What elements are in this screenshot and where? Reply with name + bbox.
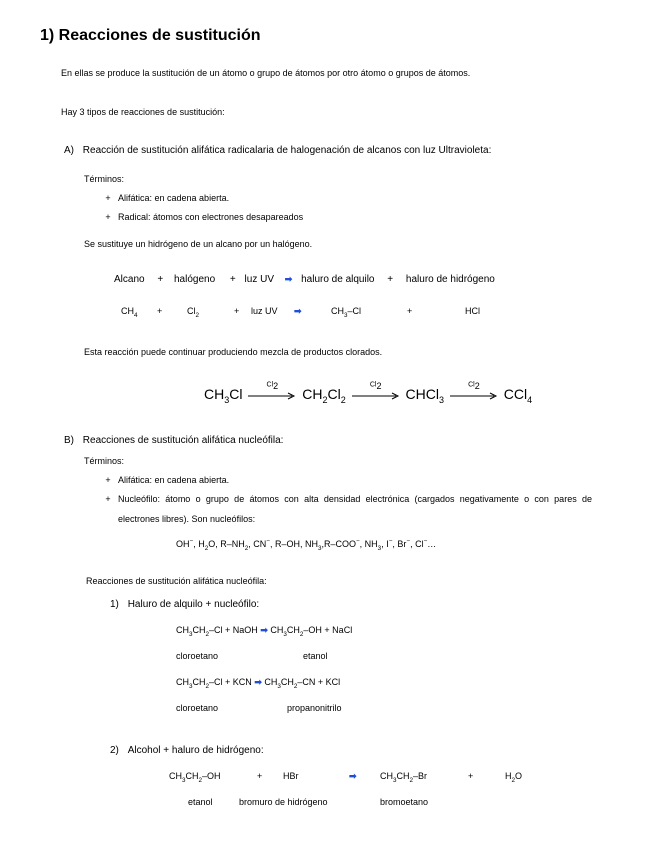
luzuv-formula: luz UV <box>251 306 278 316</box>
hbr-formula: HBr <box>283 771 299 781</box>
plus-sign: + <box>407 306 413 316</box>
terms-label-b: Términos: <box>84 456 125 466</box>
label-cloroetano: cloroetano <box>176 703 219 713</box>
cl2-formula: $Cl_2$ <box>187 306 200 319</box>
arrow-icon: ➡ <box>284 274 293 284</box>
label-bromuro-hidrogeno: bromuro de hidrógeno <box>239 797 328 807</box>
haluro-hidrogeno-word: haluro de hidrógeno <box>405 274 495 285</box>
item2-heading: 2) Alcohol + haluro de hidrógeno: <box>110 745 264 756</box>
bullet-nucleophile: + Nucleófilo: átomo o grupo de átomos con alta densidad electrónica (cargados negativamente o con pares de electrones libres). Son nucleófilos: <box>98 489 592 529</box>
bullet-marker: + <box>105 494 111 504</box>
plus-sign: + <box>468 771 474 781</box>
bullet-radical: + Radical: átomos con electrones desapareados <box>98 212 303 222</box>
hcl-formula: HCl <box>465 306 480 316</box>
nucleophile-list: OH−, $H_2O$, $R-NH_2$, CN−, R–OH, $NH_3,R-COO^-$, $NH_3$, I−, Br−, Cl−… <box>176 538 437 552</box>
label-propanonitrilo: propanonitrilo <box>287 703 342 713</box>
label-bromoetano: bromoetano <box>380 797 429 807</box>
section-b-marker: B) <box>64 435 74 446</box>
ch4-formula: $CH_4$ <box>121 306 138 319</box>
substitution-text: Se sustituye un hidrógeno de un alcano por un halógeno. <box>84 239 313 249</box>
halogeno-word: halógeno <box>173 274 216 285</box>
label-etanol: etanol <box>188 797 213 807</box>
reaction-naoh: $CH_3CH_2-Cl$ + NaOH ➡ $CH_3CH_2-OH$ + NaCl <box>176 625 353 638</box>
chcl3: CHCl$_3$ <box>405 386 445 405</box>
intro-text: En ellas se produce la sustitución de un átomo o grupo de átomos por otro átomo o grupos de átomos. <box>61 68 471 78</box>
haluro-alquilo-word: haluro de alquilo <box>301 274 375 285</box>
continuation-text: Esta reacción puede continuar produciendo mezcla de productos clorados. <box>84 347 383 357</box>
reaction-kcn: $CH_3CH_2-Cl$ + KCN ➡ $CH_3CH_2-CN$ + KCl <box>176 677 341 690</box>
label-cloroetano: cloroetano <box>176 651 219 661</box>
plus-sign: + <box>234 306 240 316</box>
ch3cl-formula: $CH_3-Cl$ <box>331 306 362 319</box>
section-a-title: Reacción de sustitución alifática radicalaria de halogenación de alcanos con luz Ultravioleta: <box>82 145 492 156</box>
luzuv-word: luz UV <box>244 274 274 285</box>
water-formula: $H_2O$ <box>505 771 523 784</box>
terms-label-a: Términos: <box>84 174 125 184</box>
bromoethane-formula: $CH_3CH_2-Br$ <box>380 771 428 784</box>
reaction-arrow-icon: $Cl_2$ <box>450 390 498 400</box>
plus-sign: + <box>257 771 263 781</box>
page-title: 1) Reacciones de sustitución <box>40 27 261 44</box>
section-a-marker: A) <box>64 145 74 156</box>
ch3cl: $CH_3Cl$ <box>204 386 243 405</box>
bullet-marker: + <box>105 193 111 203</box>
bullet-aliphatic-b: + Alifática: en cadena abierta. <box>98 475 229 485</box>
ccl4: CCl$_4$ <box>503 386 533 405</box>
word-equation: Alcano + halógeno + luz UV ➡ haluro de alquilo + haluro de hidrógeno <box>114 274 495 285</box>
section-b-heading <box>64 435 283 446</box>
section-a-heading <box>64 145 491 156</box>
ch2cl2: $CH_2Cl_2$ <box>302 386 346 405</box>
bullet-aliphatic-a: + Alifática: en cadena abierta. <box>98 193 229 203</box>
label-etanol: etanol <box>303 651 328 661</box>
arrow-icon: ➡ <box>349 771 357 781</box>
item1-heading: 1) Haluro de alquilo + nucleófilo: <box>110 599 260 610</box>
arrow-icon: ➡ <box>254 677 262 687</box>
bullet-marker: + <box>105 475 111 485</box>
chlorination-chain <box>204 381 533 405</box>
nucleophilic-subheading: Reacciones de sustitución alifática nucleófila: <box>86 576 267 586</box>
reaction-arrow-icon: $Cl_2$ <box>248 390 296 400</box>
section-b-title: Reacciones de sustitución alifática nucleófila: <box>82 435 284 446</box>
ethanol-formula: $CH_3CH_2-OH$ <box>169 771 221 784</box>
bullet-marker: + <box>105 212 111 222</box>
plus-sign: + <box>157 306 163 316</box>
alcano-word: Alcano <box>114 274 145 285</box>
types-intro: Hay 3 tipos de reacciones de sustitución: <box>61 107 225 117</box>
arrow-icon: ➡ <box>294 306 302 316</box>
arrow-icon: ➡ <box>260 625 268 635</box>
reaction-arrow-icon: $Cl_2$ <box>352 390 400 400</box>
